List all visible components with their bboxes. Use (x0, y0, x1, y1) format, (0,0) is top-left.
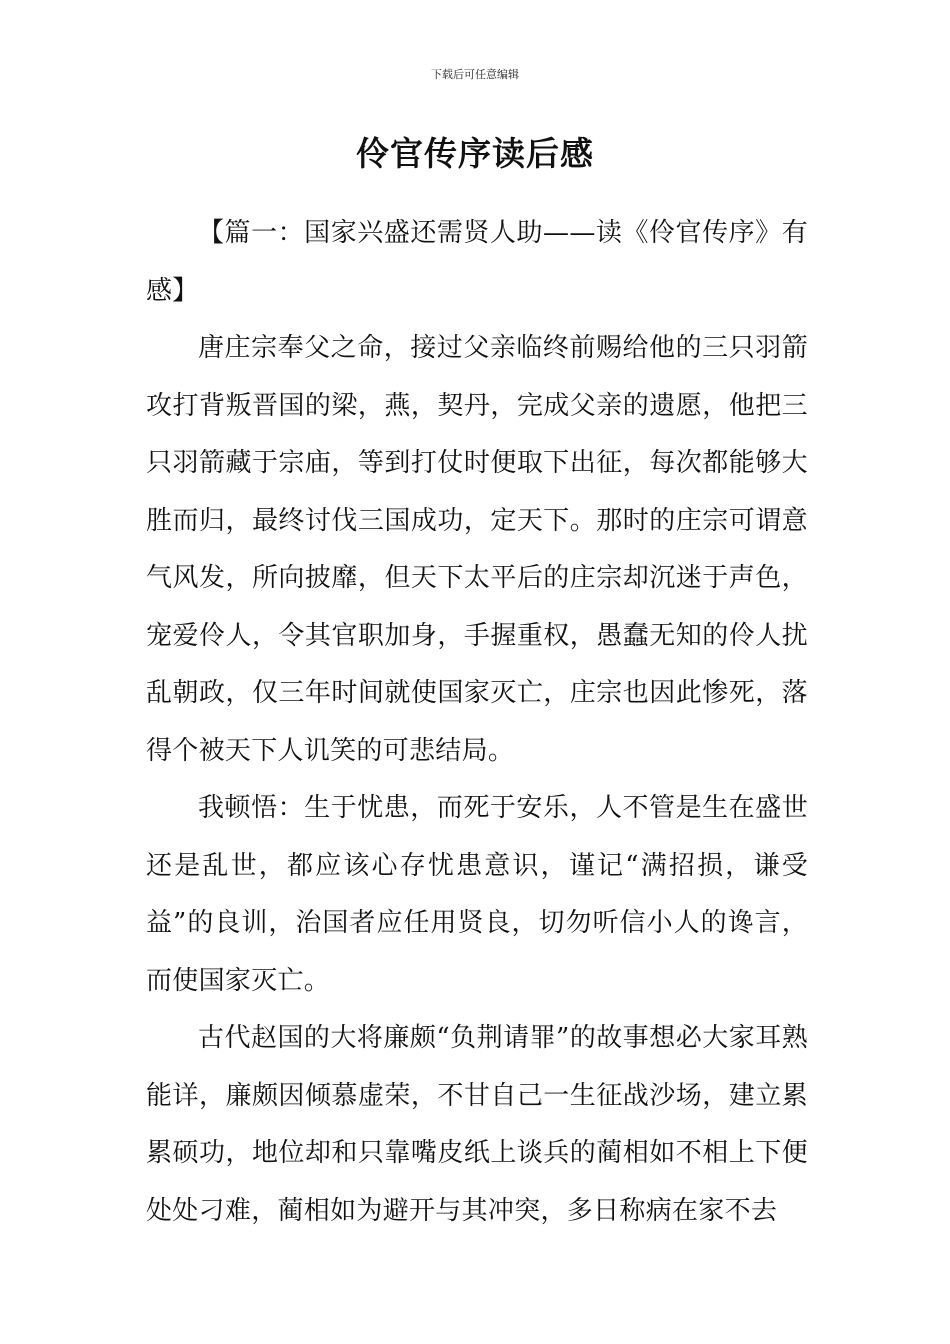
body-paragraph: 我顿悟：生于忧患，而死于安乐，人不管是生在盛世还是乱世，都应该心存忧患意识，谨记“满招损，谦受益”的良训，治国者应任用贤良，切勿听信小人的谗言，而使国家灭亡。 (146, 793, 808, 996)
header-note: 下载后可任意编辑 (431, 68, 519, 81)
body-paragraph: 唐庄宗奉父之命，接过父亲临终前赐给他的三只羽箭攻打背叛晋国的梁，燕，契丹，完成父亲的遗愿，他把三只羽箭藏于宗庙，等到打仗时便取下出征，每次都能够大胜而归，最终讨伐三国成功，定天下。那时的庄宗可谓意气风发，所向披靡，但天下太平后的庄宗却沉迷于声色，宠爱伶人，令其官职加身，手握重权，愚蠢无知的伶人扰乱朝政，仅三年时间就使国家灭亡，庄宗也因此惨死，落得个被天下人讥笑的可悲结局。 (146, 333, 808, 766)
section-heading-paragraph: 【篇一：国家兴盛还需贤人助——读《伶官传序》有感】 (146, 218, 808, 306)
document-body (146, 205, 808, 1240)
document-title: 伶官传序读后感 (356, 134, 594, 173)
body-paragraph: 古代赵国的大将廉颇“负荆请罪”的故事想必大家耳熟能详，廉颇因倾慕虚荣，不甘自己一生征战沙场，建立累累硕功，地位却和只靠嘴皮纸上谈兵的蔺相如不相上下便处处刁难，蔺相如为避开与其冲突，多日称病在家不去 (146, 1023, 808, 1226)
